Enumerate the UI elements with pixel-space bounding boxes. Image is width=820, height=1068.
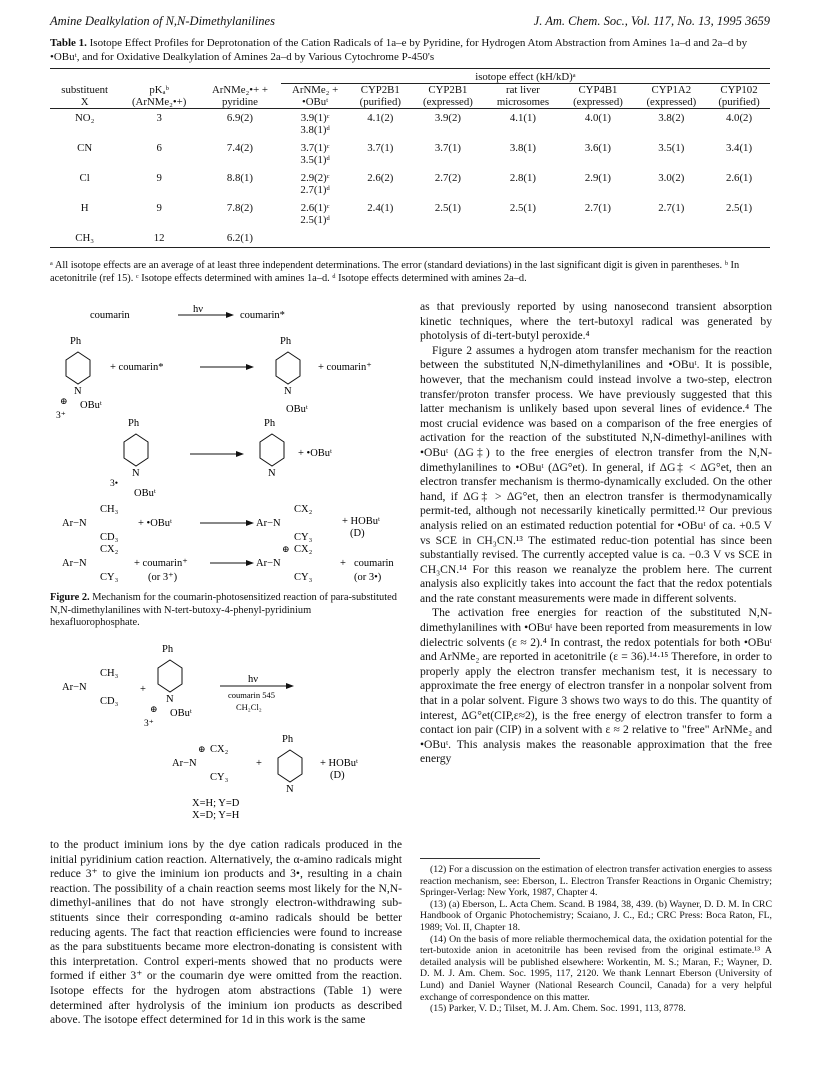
table-cell: H [80, 202, 89, 214]
table-row [50, 139, 770, 169]
svg-text:+: + [256, 758, 262, 769]
svg-text:OBuᵗ: OBuᵗ [170, 708, 192, 719]
svg-text:N: N [166, 694, 174, 705]
table-cell [635, 229, 708, 248]
scheme-coumarin545: coumarin 545 [228, 690, 275, 700]
table-cell: 2.5(1) [509, 202, 536, 214]
scheme-n: N [74, 386, 82, 397]
table-body [50, 109, 770, 248]
references [420, 864, 772, 1015]
svg-text:Ar−N: Ar−N [62, 682, 87, 693]
table-cell: 3.7(1)ᶜ 3.5(1)ᵈ [300, 142, 330, 166]
table-cell [349, 229, 411, 248]
table-cell: 3 [156, 112, 162, 124]
table-row [50, 169, 770, 199]
table-cell: Cl [79, 172, 90, 184]
left-column-text [50, 838, 402, 1028]
reaction-scheme-2 [50, 640, 400, 840]
table-cell: 3.8(2) [658, 112, 685, 124]
table-cell: 3.4(1) [725, 142, 753, 154]
scheme-or-3plus: (or 3⁺) [148, 572, 178, 583]
svg-text:OBuᵗ: OBuᵗ [286, 404, 308, 415]
scheme-3plus: 3⁺ [56, 411, 66, 421]
svg-text:+: + [140, 684, 146, 695]
table-cell: 2.5(1) [434, 202, 461, 214]
svg-text:CY₃: CY₃ [294, 532, 313, 543]
footnote-rule [420, 858, 540, 859]
svg-text:Ar−N: Ar−N [256, 518, 281, 529]
column-header: CYP2B1 (expressed) [423, 84, 473, 108]
svg-text:Ph: Ph [264, 418, 276, 429]
svg-text:CY₃: CY₃ [294, 572, 313, 583]
svg-text:CY₃: CY₃ [210, 772, 229, 783]
svg-text:⊕: ⊕ [60, 396, 68, 406]
scheme-plus-coumarin-radcat: + coumarin⁺ [318, 362, 372, 373]
svg-text:CY₃: CY₃ [100, 572, 119, 583]
svg-text:OBuᵗ: OBuᵗ [134, 488, 156, 499]
figure-caption-text: Mechanism for the coumarin-photosensitized reaction of para-substituted N,N-dimethylanilines with N-tert-butoxy-4-phenyl-pyridinium hexafluorophosphate. [50, 592, 397, 628]
table-footnote: ᵃ All isotope effects are an average of at least three independent determinations. The error (standard deviations) in the last significant digit is given in parentheses. ᵇ In acetonitrile (ref 15). ᶜ Isotope effects determined with amines 1a–d. ᵈ Isotope effects determined with amines 2a–d. [50, 260, 740, 284]
figure-2-scheme [50, 300, 400, 592]
table-cell: 9 [156, 202, 162, 214]
table-cell: 7.8(2) [226, 202, 253, 214]
table-cell: 2.9(2)ᶜ 2.7(1)ᵈ [300, 172, 330, 196]
svg-text:3⁺: 3⁺ [144, 719, 154, 729]
scheme-plus-coumarin-star: + coumarin* [110, 362, 164, 373]
column-header: CYP102 (purified) [718, 84, 760, 108]
table-cell [411, 229, 484, 248]
table-cell [561, 229, 634, 248]
table-cell: 2.9(1) [584, 172, 611, 184]
table-row [50, 199, 770, 229]
table-cell: 2.7(1) [658, 202, 685, 214]
table-cell: 3.8(1) [509, 142, 536, 154]
svg-text:⊕: ⊕ [150, 704, 158, 714]
svg-text:+ •OBuᵗ: + •OBuᵗ [138, 518, 173, 529]
table-cell: 3.5(1) [658, 142, 685, 154]
scheme-ph: Ph [70, 336, 82, 347]
svg-text:⊕: ⊕ [198, 744, 206, 754]
table-span-row [50, 69, 770, 84]
table-cell: NO₂ [74, 112, 95, 124]
scheme-or-3rad: (or 3•) [354, 572, 382, 583]
right-column-text [420, 300, 772, 767]
table-cell: 3.9(1)ᶜ 3.8(1)ᵈ [300, 112, 330, 136]
svg-text:CD₃: CD₃ [100, 532, 119, 543]
table-row [50, 109, 770, 140]
scheme-hobu: + HOBuᵗ [342, 516, 380, 527]
column-header: CYP2B1 (purified) [359, 84, 401, 108]
paragraph: to the product iminium ions by the dye cation radicals produced in the initial pyridinium cation reaction. Alternatively, the α-amino radicals might reduce 3⁺ to give the iminium ion products and 3•, resulting in a chain reaction. The possibility of a chain reaction seems most likely for the N,N-dimethyl-anilines that do not have strongly electron-withdrawing sub-stituents since their corresponding α-amino radicals should be better reducing agents. The fact that reaction efficiencies were found to increase as the para substituents became more electron-donating is consistent with this interpretation. Control experi-ments showed that no products were formed if either 3⁺ or the coumarin dye were omitted from the reaction. Isotope effects for the hydrogen atom abstractions (Table 1) were determined after hydrolysis of the iminium ion products as described above. The isotope effect determined for 1d in this work is the same [50, 838, 402, 1027]
column-header: ArNMe₂ + •OBuᵗ [292, 84, 339, 108]
running-header-left: Amine Dealkylation of N,N-Dimethylanilines [50, 14, 275, 28]
svg-text:Ph: Ph [282, 734, 294, 745]
table-cell: 3.9(2) [434, 112, 461, 124]
table-caption [50, 36, 770, 64]
table-cell: 2.7(2) [434, 172, 461, 184]
svg-text:N: N [268, 468, 276, 479]
scheme-coumarin: coumarin [90, 310, 130, 321]
svg-text:(D): (D) [330, 770, 345, 781]
svg-text:CX₂: CX₂ [210, 744, 229, 755]
svg-text:hν: hν [248, 674, 258, 685]
svg-text:CD₃: CD₃ [100, 696, 119, 707]
svg-text:N: N [284, 386, 292, 397]
svg-text:Ar−N: Ar−N [62, 558, 87, 569]
table-cell [281, 229, 349, 248]
table-cell: 3.0(2) [658, 172, 685, 184]
table-cell: 7.4(2) [226, 142, 253, 154]
pyridinium-ring [66, 352, 90, 384]
svg-text:coumarin: coumarin [354, 558, 394, 569]
svg-text:CX₂: CX₂ [100, 544, 119, 555]
svg-text:CH₃: CH₃ [100, 668, 119, 679]
svg-text:Ph: Ph [128, 418, 140, 429]
svg-text:Ar−N: Ar−N [256, 558, 281, 569]
table-row [50, 229, 770, 248]
column-header: CYP4B1 (expressed) [573, 84, 623, 108]
scheme-ch2cl2: CH₂Cl₂ [236, 702, 262, 712]
table-cell: 6 [156, 142, 162, 154]
column-header: CYP1A2 (expressed) [646, 84, 697, 108]
scheme-plus-obu: + •OBuᵗ [298, 448, 333, 459]
scheme-xh-yd: X=H; Y=D [192, 798, 240, 809]
scheme-d: (D) [350, 528, 365, 539]
column-header: substituent X [61, 83, 109, 108]
paragraph: as that previously reported by using nanosecond transient absorption kinetic techniques, where the tert-butoxyl radical was generated by photolysis of di-tert-butyl peroxide.⁴ [420, 300, 772, 343]
svg-text:CH₃: CH₃ [100, 504, 119, 515]
svg-text:+ coumarin⁺: + coumarin⁺ [134, 558, 188, 569]
svg-text:Ar−N: Ar−N [172, 758, 197, 769]
figure-label: Figure 2. [50, 592, 90, 603]
table-cell: 4.1(2) [367, 112, 394, 124]
paragraph: The activation free energies for reaction of the substituted N,N-dimethylanilines with •OBuᵗ have been reported from measurements in low dielectric solvents (ε ≈ 2).⁴ In contrast, the redox potentials for both •OBuᵗ and ArNMe₂ are reported in acetonitrile (ε = 36).¹⁴·¹⁵ Therefore, in order to properly apply the electron transfer mechanism test, it is necessary to approximate the free energy of electron transfer in a nonpolar solvent from that in a polar solvent. Figure 3 shows two ways to do this. The quantity of interest, ΔG°et(CIP,ε≈2), is the free energy of electron transfer to form a contact ion pair (CIP) in a solvent with ε ≈ 2 relative to "free" ArNMe₂ and •OBuᵗ. This analysis makes the reasonable approximation that the free energy [420, 606, 772, 766]
paragraph: Figure 2 assumes a hydrogen atom transfer mechanism for the reaction between the substituted N,N-dimethylanilines and •OBuᵗ. It is possible, however, that the mechanism could instead involve a two-step, electron transfer/proton transfer process. We have previously suggested that this latter mechanism is unlikely based upon several lines of evidence.⁴ The most crucial evidence was based on a comparison of the free energies of activation for the reaction of the substituted N,N-dimethyl-anilines with •OBuᵗ (ΔG‡) to the free energies of electron transfer from the N,N-dimethylanilines to •OBuᵗ (ΔG°et). In general, if ΔG‡ < ΔG°et, then an electron transfer mechanism is thermo-dynamically excluded. On the other hand, if ΔG‡ > ΔG°et, then an electron transfer is thermodynamically permit-ted, although not necessarily kinetically permitted.¹² Our previous analysis relied on an estimated reduction potential for •OBuᵗ of ca. +0.5 V vs SCE in CH₃CN.¹³ The estimated reduc-tion potential has since been substantially revised. The currently accepted value is ca. −0.3 V vs SCE in CH₃CN.¹⁴ For this reason we reanalyze the problem here. The current analysis also explicitly takes into account the fact that the redox potentials and the rate constant measurements were made in different solvents. [420, 343, 772, 605]
scheme-obu: OBuᵗ [80, 400, 102, 411]
reference: (15) Parker, V. D.; Tilset, M. J. Am. Chem. Soc. 1991, 113, 8778. [430, 1003, 686, 1015]
svg-text:Ph: Ph [162, 644, 174, 655]
svg-text:N: N [286, 784, 294, 795]
table-span-header: isotope effect (kH/kD)ᵃ [281, 69, 770, 84]
table-cell [708, 229, 770, 248]
table-cell: 3.6(1) [584, 142, 611, 154]
table-cell: 2.6(1) [725, 172, 753, 184]
table-caption-text: Isotope Effect Profiles for Deprotonation of the Cation Radicals of 1a–e by Pyridine, for Hydrogen Atom Abstraction from Amines 1a–d and 2a–d by •OBuᵗ, and for Oxidative Dealkylation of Amines 2a–d by Various Cytochrome P-450's [50, 37, 748, 63]
table-header-row [50, 84, 770, 109]
table-cell: 2.8(1) [509, 172, 536, 184]
reference: (12) For a discussion on the estimation of electron transfer activation energies to assess reaction mechanism, see: Eberson, L. Electron Transfer Reactions in Organic Chemistry; Springer-Verlag: New York, 1987, Chapter 4. [420, 864, 772, 899]
table-cell: CN [77, 142, 93, 154]
scheme-coumarin-star: coumarin* [240, 310, 285, 321]
table-cell: 4.0(2) [725, 112, 753, 124]
scheme-3rad: 3• [110, 479, 119, 489]
table-cell: 4.1(1) [509, 112, 536, 124]
table-cell: 2.5(1) [725, 202, 753, 214]
scheme-xd-yh: X=D; Y=H [192, 810, 240, 821]
svg-text:CX₂: CX₂ [294, 504, 313, 515]
reference: (14) On the basis of more reliable thermochemical data, the oxidation potential for the tert-butoxide anion in acetonitrile has been revised from the original estimate.¹³ A detailed analysis will be published elsewhere: Workentin, M. S.; Maran, F.; Wayner, D. D. M. J. Am. Chem. Soc. 1995, 117, 2120. We thank Lennart Eberson (University of Lund) and Daniel Wayner (National Research Council, Canada) for a very helpful exchange of correspondence on this matter. [420, 933, 772, 1003]
column-header: pKₐᵇ (ArNMe₂•+) [131, 83, 187, 108]
table-cell: CH₃ [75, 232, 95, 244]
table-cell: 2.4(1) [367, 202, 394, 214]
table-cell: 2.7(1) [584, 202, 611, 214]
table-cell: 3.7(1) [367, 142, 394, 154]
scheme-hv: hν [193, 304, 203, 315]
svg-text:+: + [340, 558, 346, 569]
table-cell: 2.6(1)ᶜ 2.5(1)ᵈ [300, 202, 330, 226]
isotope-effect-table [50, 68, 770, 248]
svg-text:CX₂: CX₂ [294, 544, 313, 555]
running-header-right: J. Am. Chem. Soc., Vol. 117, No. 13, 1995 3659 [533, 14, 770, 28]
table-cell: 2.6(2) [367, 172, 394, 184]
table-cell: 12 [153, 232, 165, 244]
table-cell: 8.8(1) [226, 172, 253, 184]
figure-2-caption [50, 592, 400, 630]
table-cell: 6.2(1) [226, 232, 253, 244]
table-cell: 3.7(1) [434, 142, 461, 154]
table-label: Table 1. [50, 37, 87, 49]
svg-text:Ar−N: Ar−N [62, 518, 87, 529]
svg-text:N: N [132, 468, 140, 479]
svg-text:⊕: ⊕ [282, 544, 290, 554]
reference: (13) (a) Eberson, L. Acta Chem. Scand. B 1984, 38, 439. (b) Wayner, D. D. M. In CRC Handbook of Organic Photochemistry; Scaiano, J. C., Ed.; CRC Press: Boca Raton, FL, 1989; Vol. II, Chapter 18. [420, 898, 772, 933]
column-header: ArNMe₂•+ + pyridine [211, 83, 268, 108]
svg-text:+ HOBuᵗ: + HOBuᵗ [320, 758, 358, 769]
scheme-ph: Ph [280, 336, 292, 347]
table-cell: 4.0(1) [584, 112, 611, 124]
column-header: rat liver microsomes [496, 84, 550, 108]
table-cell [485, 229, 562, 248]
table-cell: 6.9(2) [226, 112, 253, 124]
running-header [50, 14, 770, 29]
table-cell: 9 [156, 172, 162, 184]
